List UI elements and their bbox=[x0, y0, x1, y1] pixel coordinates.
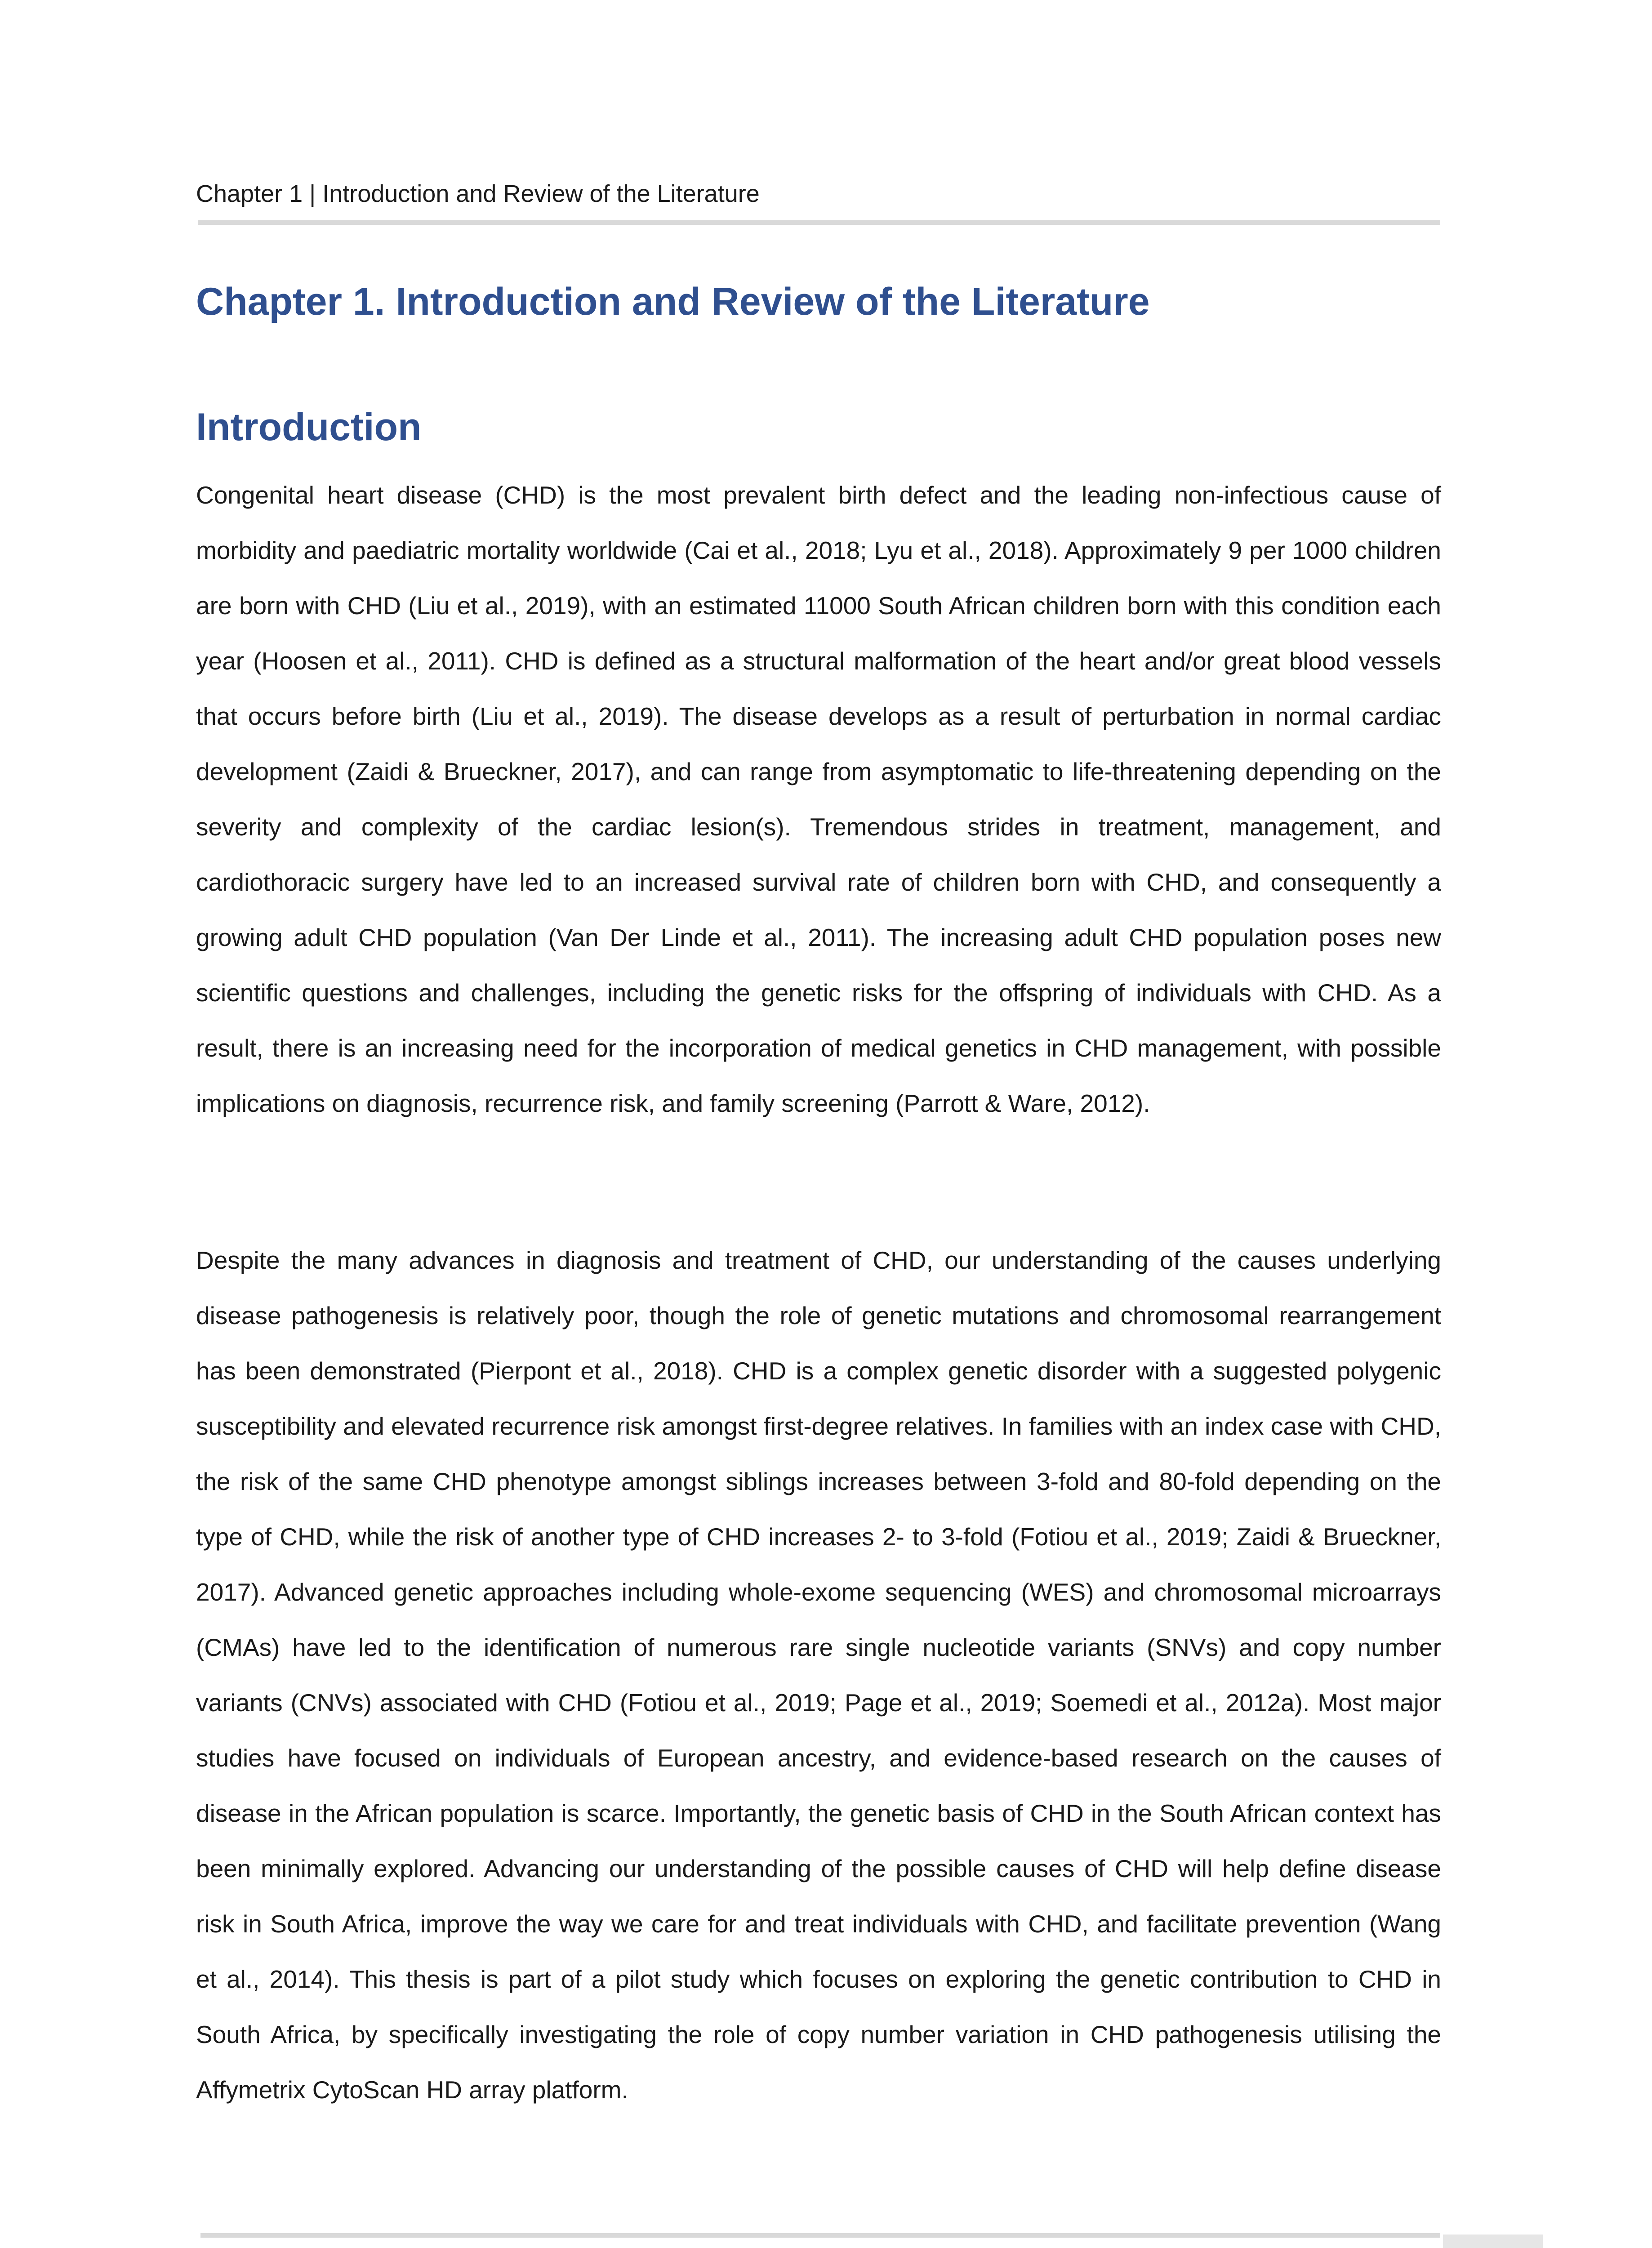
header-divider bbox=[198, 220, 1440, 225]
body-paragraph-1: Congenital heart disease (CHD) is the most prevalent birth defect and the leading non-infectious cause of morbidity and paediatric mortality worldwide (Cai et al., 2018; Lyu et al., 2018). Approximately 9 per 1000 children are born with CHD (Liu et al., 2019), with an estimated 11000 South African children born with this condition each year (Hoosen et al., 2011). CHD is defined as a structural malformation of the heart and/or great blood vessels that occurs before birth (Liu et al., 2019). The disease develops as a result of perturbation in normal cardiac development (Zaidi & Brueckner, 2017), and can range from asymptomatic to life-threatening depending on the severity and complexity of the cardiac lesion(s). Tremendous strides in treatment, management, and cardiothoracic surgery have led to an increased survival rate of children born with CHD, and consequently a growing adult CHD population (Van Der Linde et al., 2011). The increasing adult CHD population poses new scientific questions and challenges, including the genetic risks for the offspring of individuals with CHD. As a result, there is an increasing need for the incorporation of medical genetics in CHD management, with possible implications on diagnosis, recurrence risk, and family screening (Parrott & Ware, 2012). bbox=[196, 481, 1441, 1117]
section-heading-introduction: Introduction bbox=[196, 406, 422, 449]
body-paragraph-2: Despite the many advances in diagnosis and treatment of CHD, our understanding of the causes underlying disease pathogenesis is relatively poor, though the role of genetic mutations and chromosomal rearrangement has been demonstrated (Pierpont et al., 2018). CHD is a complex genetic disorder with a suggested polygenic susceptibility and elevated recurrence risk amongst first-degree relatives. In families with an index case with CHD, the risk of the same CHD phenotype amongst siblings increases between 3-fold and 80-fold depending on the type of CHD, while the risk of another type of CHD increases 2- to 3-fold (Fotiou et al., 2019; Zaidi & Brueckner, 2017). Advanced genetic approaches including whole-exome sequencing (WES) and chromosomal microarrays (CMAs) have led to the identification of numerous rare single nucleotide variants (SNVs) and copy number variants (CNVs) associated with CHD (Fotiou et al., 2019; Page et al., 2019; Soemedi et al., 2012a). Most major studies have focused on individuals of European ancestry, and evidence-based research on the causes of disease in the African population is scarce. Importantly, the genetic basis of CHD in the South African context has been minimally explored. Advancing our understanding of the possible causes of CHD will help define disease risk in South Africa, improve the way we care for and treat individuals with CHD, and facilitate prevention (Wang et al., 2014). This thesis is part of a pilot study which focuses on exploring the genetic contribution to CHD in South Africa, by specifically investigating the role of copy number variation in CHD pathogenesis utilising the Affymetrix CytoScan HD array platform. bbox=[196, 1246, 1441, 2104]
footer-divider bbox=[200, 2233, 1440, 2238]
running-header: Chapter 1 | Introduction and Review of the Literature bbox=[196, 180, 760, 207]
chapter-title: Chapter 1. Introduction and Review of the Literature bbox=[196, 280, 1150, 323]
page-number-box bbox=[1443, 2235, 1543, 2248]
